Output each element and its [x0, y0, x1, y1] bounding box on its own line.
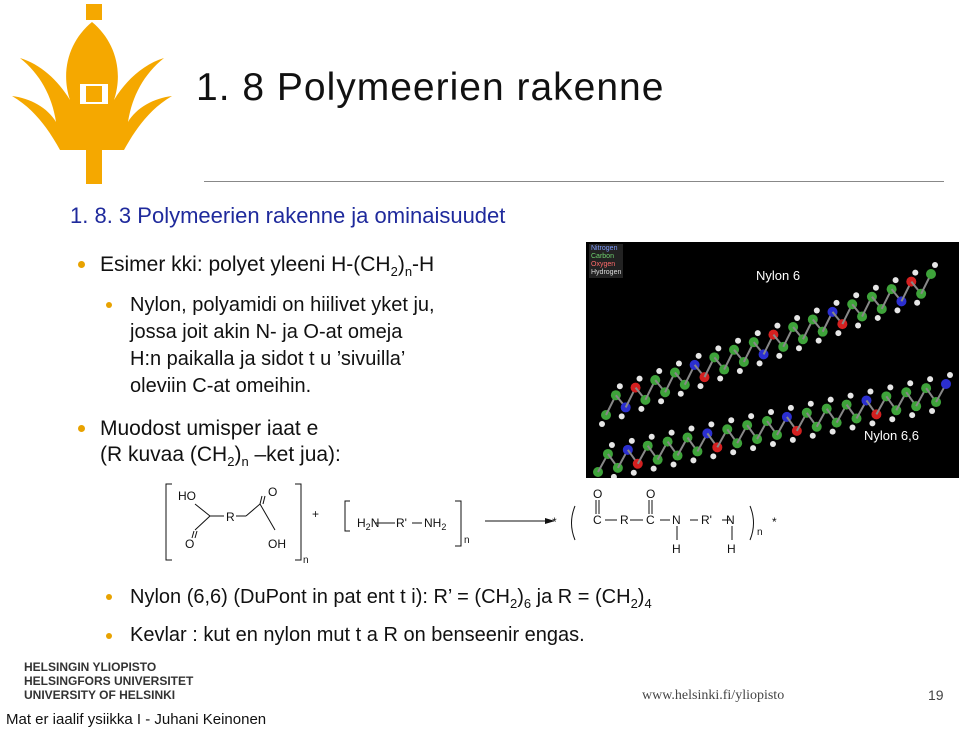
- hydrogen-atom: [737, 368, 743, 374]
- label-oh: OH: [268, 537, 286, 551]
- label-r: R: [620, 513, 629, 527]
- hydrogen-atom: [690, 457, 696, 463]
- hydrogen-atom: [669, 430, 675, 436]
- label-r: R: [226, 510, 235, 524]
- hydrogen-atom: [676, 360, 682, 366]
- hydrogen-atom: [748, 413, 754, 419]
- hydrogen-atom: [907, 380, 913, 386]
- hydrogen-atom: [629, 438, 635, 444]
- hydrogen-atom: [755, 330, 761, 336]
- hydrogen-atom: [873, 285, 879, 291]
- hydrogen-atom: [730, 449, 736, 455]
- label-n: n: [757, 527, 763, 538]
- hydrogen-atom: [609, 442, 615, 448]
- section-number: 1. 8. 3: [70, 203, 132, 228]
- hydrogen-atom: [770, 441, 776, 447]
- hydrogen-atom: [796, 345, 802, 351]
- principle-line-2: (R kuvaa $(CH_2)_n$ –ket jua):: [100, 443, 341, 469]
- hydrogen-atom: [810, 433, 816, 439]
- nitrogen-atom: [941, 379, 951, 389]
- label-h: H: [672, 542, 681, 556]
- hydrogen-atom: [867, 388, 873, 394]
- label-o: O: [593, 487, 603, 501]
- hydrogen-atom: [708, 421, 714, 427]
- label-n-atom: N: [726, 513, 735, 527]
- nylon-line-1: Nylon, polyamidi on hiilivet yket ju,: [130, 294, 435, 316]
- carbon-atom: [640, 395, 650, 405]
- label-o: O: [268, 485, 278, 499]
- hydrogen-atom: [893, 277, 899, 283]
- hydrogen-atom: [887, 384, 893, 390]
- label-r-prime: R': [396, 516, 407, 530]
- carbon-atom: [926, 269, 936, 279]
- atom-legend: Nitrogen Carbon Oxygen Hydrogen: [591, 245, 622, 276]
- bullet-kevlar: Kevlar : kut en nylon mut t a R on benseenir engas.: [130, 624, 585, 646]
- label-r-prime: R': [701, 513, 712, 527]
- label-star: *: [772, 515, 777, 529]
- hydrogen-atom: [808, 401, 814, 407]
- hydrogen-atom: [794, 315, 800, 321]
- hydrogen-atom: [631, 470, 637, 476]
- hydrogen-atom: [671, 462, 677, 468]
- hydrogen-atom: [853, 292, 859, 298]
- label-h: H: [727, 542, 736, 556]
- label-o: O: [185, 537, 195, 551]
- hydrogen-atom: [947, 372, 953, 378]
- hydrogen-atom: [932, 262, 938, 268]
- hydrogen-atom: [835, 330, 841, 336]
- bullet-polyethylene: Esimer kki: polyet yleeni $H-(CH_2)_n-H$: [100, 253, 435, 279]
- hydrogen-atom: [710, 453, 716, 459]
- hydrogen-atom: [850, 425, 856, 431]
- plus-sign: +: [312, 507, 320, 521]
- hydrogen-atom: [912, 270, 918, 276]
- section-title: Polymeerien rakenne ja ominaisuudet: [137, 203, 506, 228]
- hydrogen-atom: [617, 383, 623, 389]
- hydrogen-atom: [828, 397, 834, 403]
- bullet-principle: [100, 416, 341, 475]
- label-nh2: $NH_2$: [424, 516, 447, 532]
- hydrogen-atom: [834, 300, 840, 306]
- hydrogen-atom: [619, 413, 625, 419]
- hydrogen-atom: [927, 376, 933, 382]
- label-nylon-66: Nylon 6,6: [864, 428, 919, 443]
- hydrogen-atom: [735, 338, 741, 344]
- hydrogen-atom: [790, 437, 796, 443]
- bullet-dot: [78, 425, 85, 432]
- label-c: C: [646, 513, 655, 527]
- hydrogen-atom: [656, 368, 662, 374]
- title-divider: [204, 181, 944, 182]
- hydrogen-atom: [875, 315, 881, 321]
- hydrogen-atom: [774, 323, 780, 329]
- principle-line-1: Muodost umisper iaat e: [100, 417, 319, 440]
- university-name: HELSINGIN YLIOPISTO HELSINGFORS UNIVERSITET UNIVERSITY OF HELSINKI: [24, 660, 194, 702]
- hydrogen-atom: [638, 406, 644, 412]
- section-heading: [70, 203, 505, 229]
- hydrogen-atom: [637, 376, 643, 382]
- hydrogen-atom: [914, 300, 920, 306]
- carbon-atom: [692, 446, 702, 456]
- hydrogen-atom: [651, 466, 657, 472]
- hydrogen-atom: [599, 421, 605, 427]
- nylon-line-3: H:n paikalla ja sidot t u ’sivuilla’: [130, 348, 406, 370]
- label-n: n: [464, 535, 470, 546]
- hydrogen-atom: [658, 398, 664, 404]
- hydrogen-atom: [848, 393, 854, 399]
- label-h2n: $H_2N$: [357, 516, 380, 532]
- footer-url[interactable]: www.helsinki.fi/yliopisto: [642, 688, 785, 703]
- nylon-molecule-image: [586, 242, 959, 478]
- hydrogen-atom: [894, 307, 900, 313]
- nylon-line-4: oleviin C-at omeihin.: [130, 375, 312, 397]
- hydrogen-atom: [855, 323, 861, 329]
- carbon-atom: [732, 438, 742, 448]
- hydrogen-atom: [788, 405, 794, 411]
- sub-bullet-dot: [106, 633, 112, 639]
- label-n: n: [303, 555, 309, 566]
- hydrogen-atom: [816, 338, 822, 344]
- carbon-atom: [653, 455, 663, 465]
- hydrogen-atom: [750, 445, 756, 451]
- carbon-atom: [719, 365, 729, 375]
- footer-author: Mat er iaalif ysiikka I - Juhani Keinonen: [6, 711, 267, 728]
- nylon-description: [130, 292, 435, 400]
- hydrogen-atom: [688, 425, 694, 431]
- hydrogen-atom: [649, 434, 655, 440]
- hydrogen-atom: [678, 391, 684, 397]
- polymerization-reaction: [150, 478, 800, 568]
- oxygen-atom: [633, 459, 643, 469]
- carbon-atom: [832, 418, 842, 428]
- hydrogen-atom: [697, 383, 703, 389]
- slide-title: 1. 8 Polymeerien rakenne: [196, 66, 665, 109]
- sub-bullet-dot: [106, 594, 112, 600]
- hydrogen-atom: [757, 360, 763, 366]
- label-c: C: [593, 513, 602, 527]
- hydrogen-atom: [929, 408, 935, 414]
- carbon-atom: [911, 401, 921, 411]
- bullet-dot: [78, 261, 85, 268]
- label-n-atom: N: [672, 513, 681, 527]
- nylon-line-2: jossa joit akin N- ja O-at omeja: [130, 321, 403, 343]
- hydrogen-atom: [768, 409, 774, 415]
- label-star: *: [552, 515, 557, 529]
- label-o: O: [646, 487, 656, 501]
- label-ho: HO: [178, 489, 196, 503]
- nitrogen-atom: [621, 402, 631, 412]
- molecule-chains: [586, 242, 959, 478]
- hydrogen-atom: [814, 307, 820, 313]
- hydrogen-atom: [715, 345, 721, 351]
- hydrogen-atom: [717, 376, 723, 382]
- carbon-atom: [916, 289, 926, 299]
- hydrogen-atom: [869, 420, 875, 426]
- hydrogen-atom: [830, 429, 836, 435]
- university-flame-logo: [0, 0, 200, 190]
- bullet-dupont: Nylon (6,6) (DuPont in pat ent t i): R’ = $(CH_2)_6$ ja $R = (CH_2)_4$: [130, 586, 652, 611]
- hydrogen-atom: [728, 417, 734, 423]
- hydrogen-atom: [909, 412, 915, 418]
- hydrogen-atom: [696, 353, 702, 359]
- hydrogen-atom: [776, 353, 782, 359]
- sub-bullet-dot: [106, 302, 112, 308]
- label-nylon-6: Nylon 6: [756, 268, 801, 283]
- hydrogen-atom: [889, 416, 895, 422]
- page-number: 19: [928, 687, 944, 703]
